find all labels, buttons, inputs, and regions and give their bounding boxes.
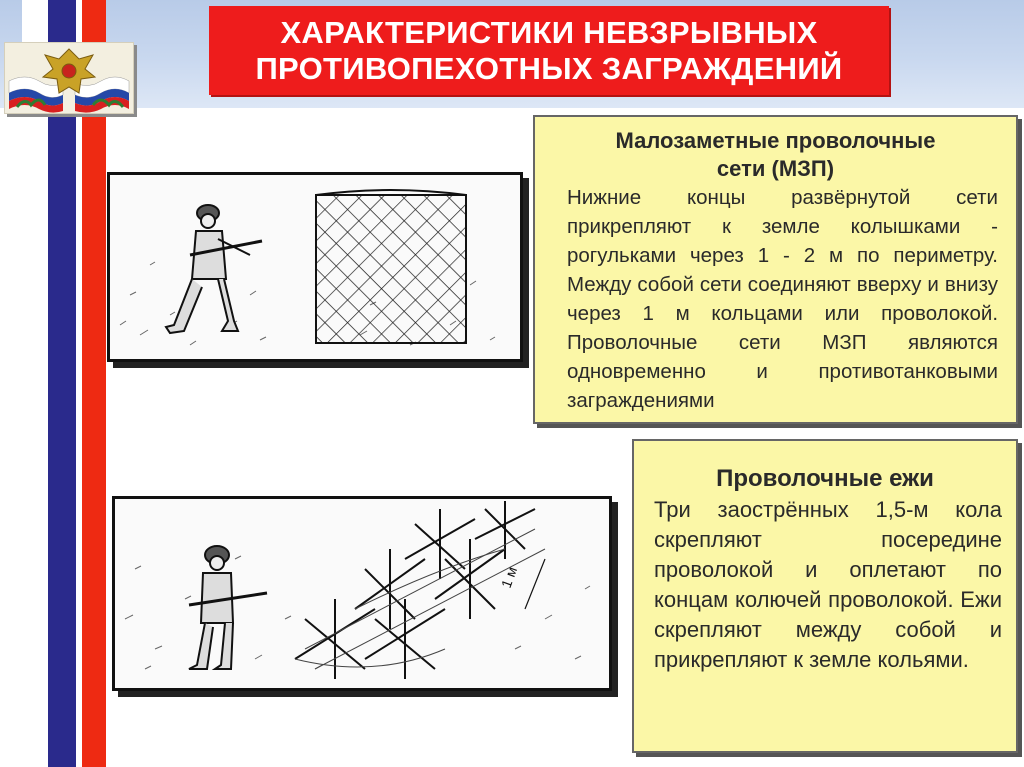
- hedgehog-heading: Проволочные ежи: [716, 465, 934, 492]
- hedgehog-illustration: [112, 496, 612, 691]
- title-line-1: ХАРАКТЕРИСТИКИ НЕВЗРЫВНЫХ: [280, 14, 818, 50]
- mzp-heading-line-2: сети (МЗП): [716, 156, 835, 181]
- mzp-text-line: проволокой. Проволочные сети МЗП: [567, 302, 999, 354]
- flag-stripe-blue: [48, 0, 76, 767]
- title-line-2: ПРОТИВОПЕХОТНЫХ ЗАГРАЖДЕНИЙ: [255, 50, 843, 86]
- flag-stripe-white: [22, 0, 48, 767]
- mzp-text-line: прикрепляют к земле колышками -: [567, 215, 998, 238]
- mzp-text-line: Нижние концы развёрнутой сети: [567, 186, 998, 209]
- hedgehog-text-line: оплетают по концам: [654, 557, 1002, 612]
- slide-title: [209, 6, 889, 95]
- mzp-text: [535, 183, 1016, 415]
- mzp-text-line: являются одновременно и: [567, 331, 998, 383]
- hedgehog-text-line: кола скрепляют: [654, 497, 1002, 552]
- hedgehog-text-line: колючей проволокой. Ежи: [734, 587, 1002, 612]
- hedgehog-text-line: Три заострённых 1,5-м: [654, 497, 929, 522]
- mzp-heading-line-1: Малозаметные проволочные: [615, 128, 936, 153]
- hedgehog-text: [634, 495, 1016, 675]
- hedgehog-text-line: кольями.: [877, 647, 969, 672]
- hedgehog-text-line: прикрепляют к земле: [654, 647, 872, 672]
- mzp-text-line: противотанковыми заграждениями: [567, 360, 998, 412]
- mzp-description-card: [533, 115, 1018, 424]
- flag-stripe-red: [82, 0, 106, 767]
- emblem-logo: [4, 42, 134, 114]
- mzp-heading: [535, 117, 1016, 183]
- mzp-text-line: Между собой сети соединяют вверху и: [567, 273, 939, 296]
- hedgehog-scale-label: 1 м: [497, 564, 521, 591]
- hedgehog-obstacles: [295, 501, 545, 679]
- soldier-figure: [189, 546, 267, 669]
- mzp-text-line: внизу через 1 м кольцами или: [567, 273, 998, 325]
- mzp-text-line: рогульками через 1 - 2 м по периметру.: [567, 244, 998, 267]
- hedgehog-text-line: скрепляют между собой и: [654, 617, 1002, 642]
- hedgehog-description-card: [632, 439, 1018, 753]
- soldier-figure: [166, 205, 262, 333]
- wire-net-illustration: [107, 172, 523, 362]
- hedgehog-text-line: посередине проволокой и: [654, 527, 1002, 582]
